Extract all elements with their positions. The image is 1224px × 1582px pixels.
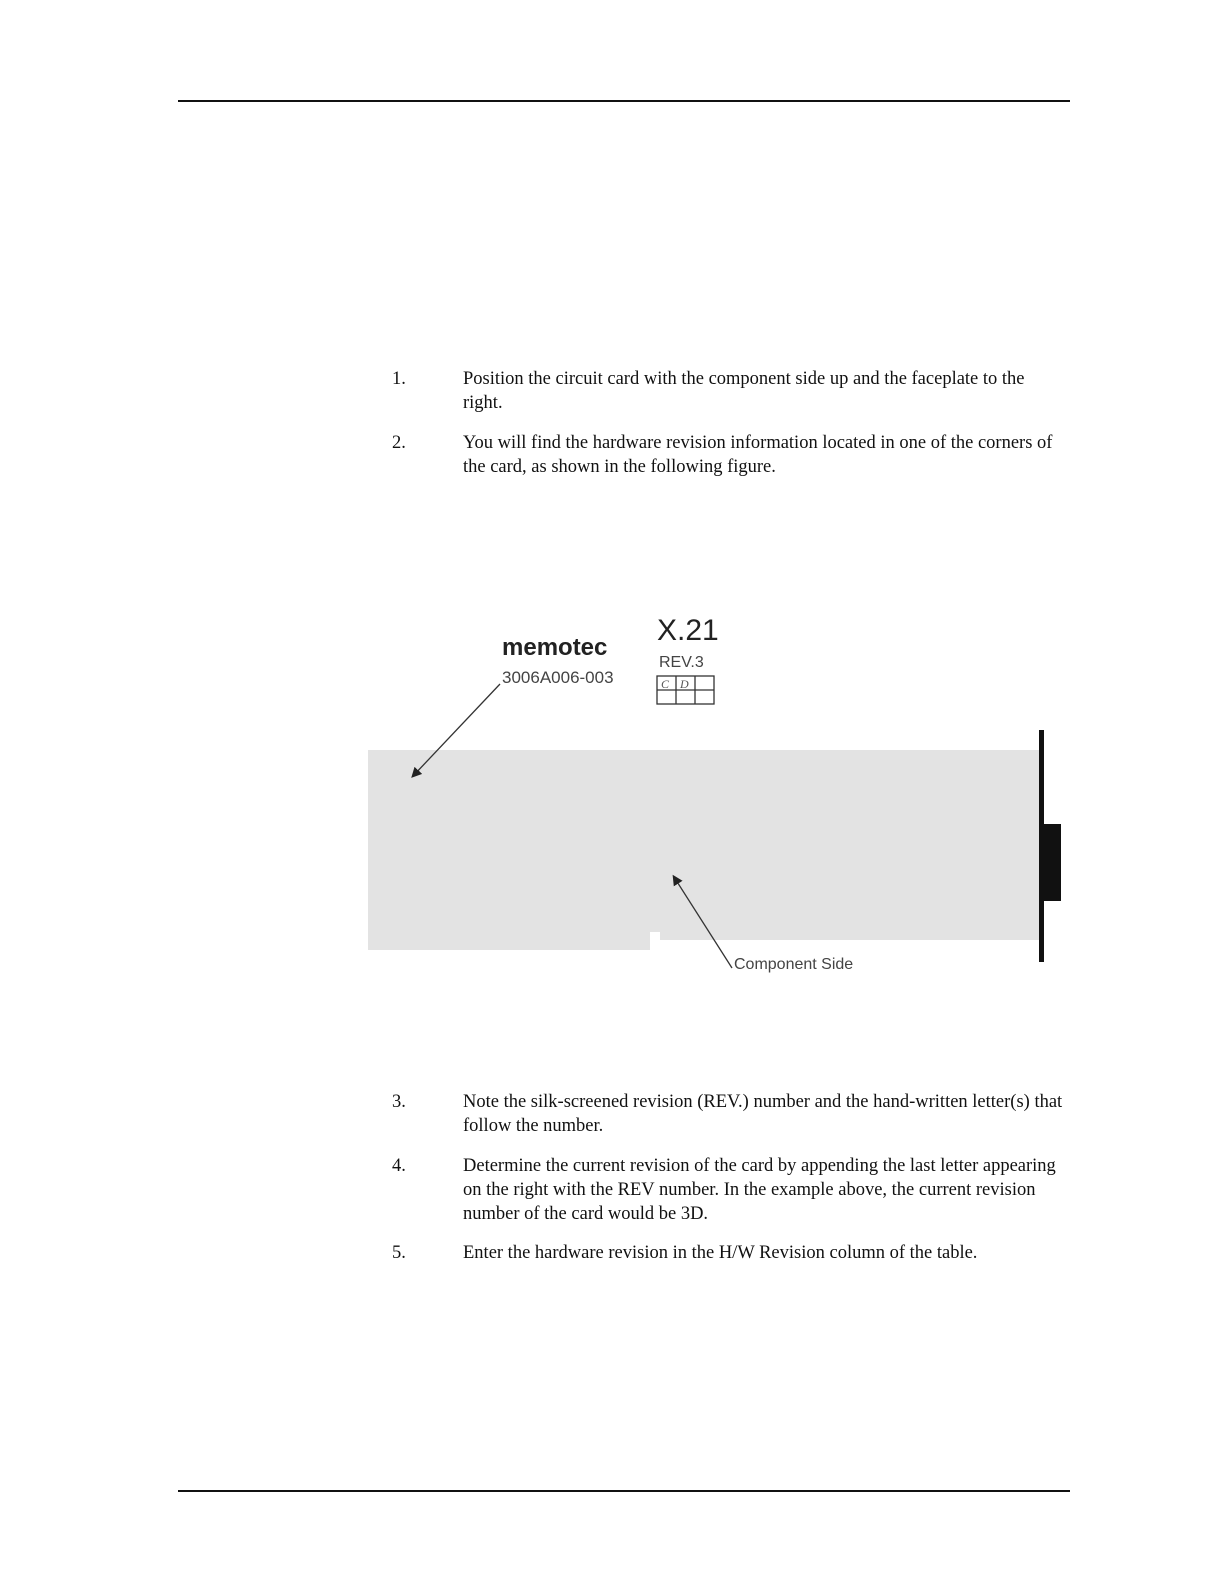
faceplate (1039, 730, 1044, 962)
circuit-card (368, 750, 1042, 950)
header-rule (178, 100, 1070, 102)
step-number: 3. (392, 1092, 406, 1112)
step-number: 2. (392, 433, 406, 453)
part-number: 3006A006-003 (502, 668, 614, 687)
step-text: You will find the hardware revision information located in one of the corners of the card, as shown in the following figure. (463, 433, 1053, 477)
rev-letter-d: D (680, 677, 689, 691)
circuit-card-figure (360, 600, 1070, 990)
step-text: Enter the hardware revision in the H/W Revision column of the table. (463, 1243, 978, 1263)
component-side-label: Component Side (734, 956, 854, 973)
model-label: X.21 (657, 614, 719, 647)
step-number: 1. (392, 369, 406, 389)
step-number: 4. (392, 1156, 406, 1176)
step-number: 5. (392, 1243, 406, 1263)
step-text: Position the circuit card with the component side up and the faceplate to the right. (463, 369, 1025, 413)
logo-text: memotec (502, 634, 608, 661)
step-text: Determine the current revision of the card by appending the last letter appearing on the right with the REV number. In the example above, the current revision number of the card would be 3D. (463, 1156, 1056, 1224)
rev-letter-c: C (661, 677, 670, 691)
footer-rule (178, 1490, 1070, 1492)
step-text: Note the silk-screened revision (REV.) number and the hand-written letter(s) that follow the number. (463, 1092, 1063, 1136)
revision-label: REV.3 (659, 654, 704, 671)
faceplate-connector (1044, 824, 1061, 901)
